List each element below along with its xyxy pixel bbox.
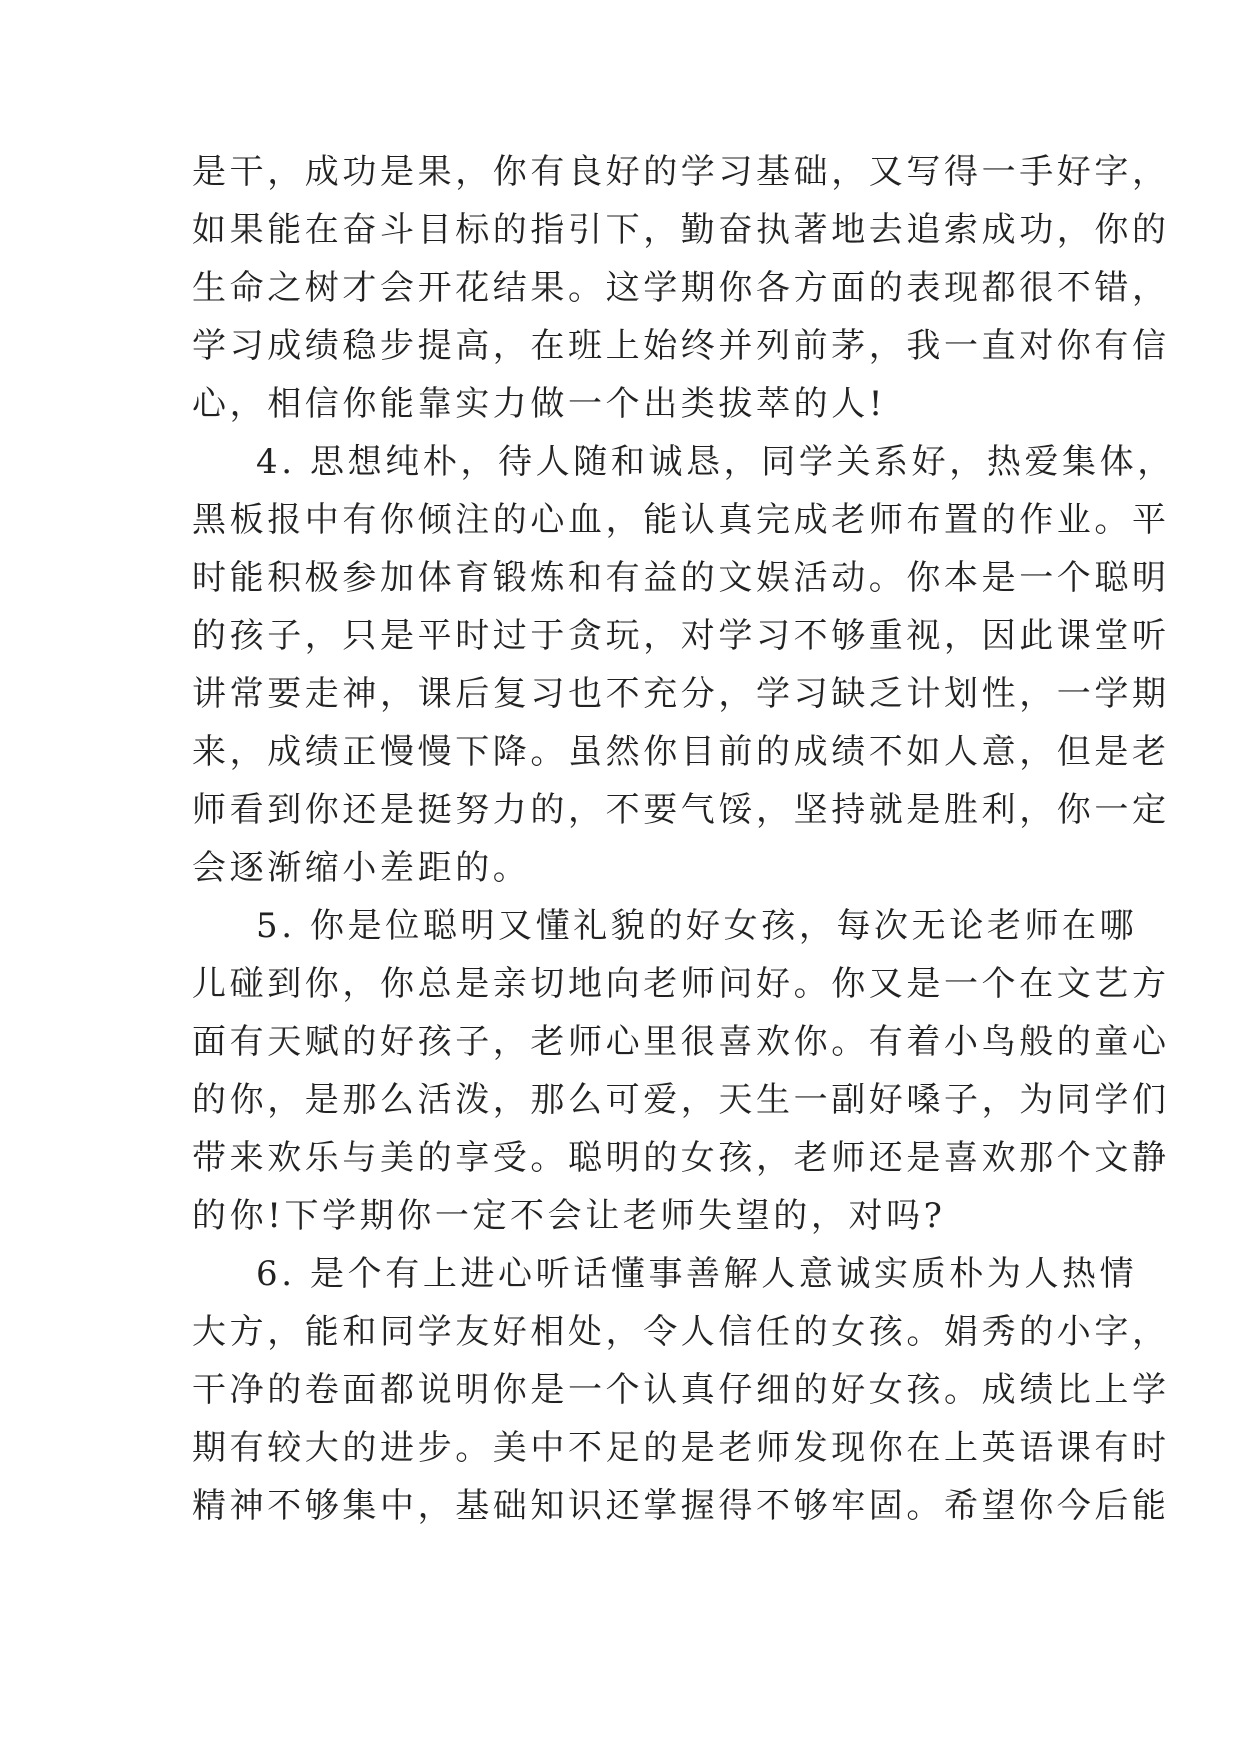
text-line: 时能积极参加体育锻炼和有益的文娱活动。你本是一个聪明 [192,558,1170,598]
text-line: 生命之树才会开花结果。这学期你各方面的表现都很不错， [192,268,1170,308]
text-line: 师看到你还是挺努力的，不要气馁，坚持就是胜利，你一定 [192,790,1170,830]
text-line: 心，相信你能靠实力做一个出类拔萃的人! [192,384,887,424]
text-line: 大方，能和同学友好相处，令人信任的女孩。娟秀的小字， [192,1312,1170,1352]
text-line: 期有较大的进步。美中不足的是老师发现你在上英语课有时 [192,1428,1170,1468]
paragraph-6-start: 6. 是个有上进心听话懂事善解人意诚实质朴为人热情 [256,1254,1138,1294]
text-line: 学习成绩稳步提高，在班上始终并列前茅，我一直对你有信 [192,326,1170,366]
paragraph-4-start: 4. 思想纯朴，待人随和诚恳，同学关系好，热爱集体， [256,442,1175,482]
text-line: 干净的卷面都说明你是一个认真仔细的好女孩。成绩比上学 [192,1370,1170,1410]
text-line: 来，成绩正慢慢下降。虽然你目前的成绩不如人意，但是老 [192,732,1170,772]
text-line: 的你!下学期你一定不会让老师失望的，对吗? [192,1196,946,1236]
text-line: 会逐渐缩小差距的。 [192,848,531,888]
text-line: 是干，成功是果，你有良好的学习基础，又写得一手好字， [192,152,1170,192]
text-line: 精神不够集中，基础知识还掌握得不够牢固。希望你今后能 [192,1486,1170,1526]
text-line: 带来欢乐与美的享受。聪明的女孩，老师还是喜欢那个文静 [192,1138,1170,1178]
text-line: 面有天赋的好孩子，老师心里很喜欢你。有着小鸟般的童心 [192,1022,1170,1062]
text-line: 儿碰到你，你总是亲切地向老师问好。你又是一个在文艺方 [192,964,1170,1004]
text-line: 的孩子，只是平时过于贪玩，对学习不够重视，因此课堂听 [192,616,1170,656]
text-line: 讲常要走神，课后复习也不充分，学习缺乏计划性，一学期 [192,674,1170,714]
paragraph-5-start: 5. 你是位聪明又懂礼貌的好女孩，每次无论老师在哪 [256,906,1138,946]
text-line: 如果能在奋斗目标的指引下，勤奋执著地去追索成功，你的 [192,210,1170,250]
text-line: 的你，是那么活泼，那么可爱，天生一副好嗓子，为同学们 [192,1080,1170,1120]
text-line: 黑板报中有你倾注的心血，能认真完成老师布置的作业。平 [192,500,1170,540]
